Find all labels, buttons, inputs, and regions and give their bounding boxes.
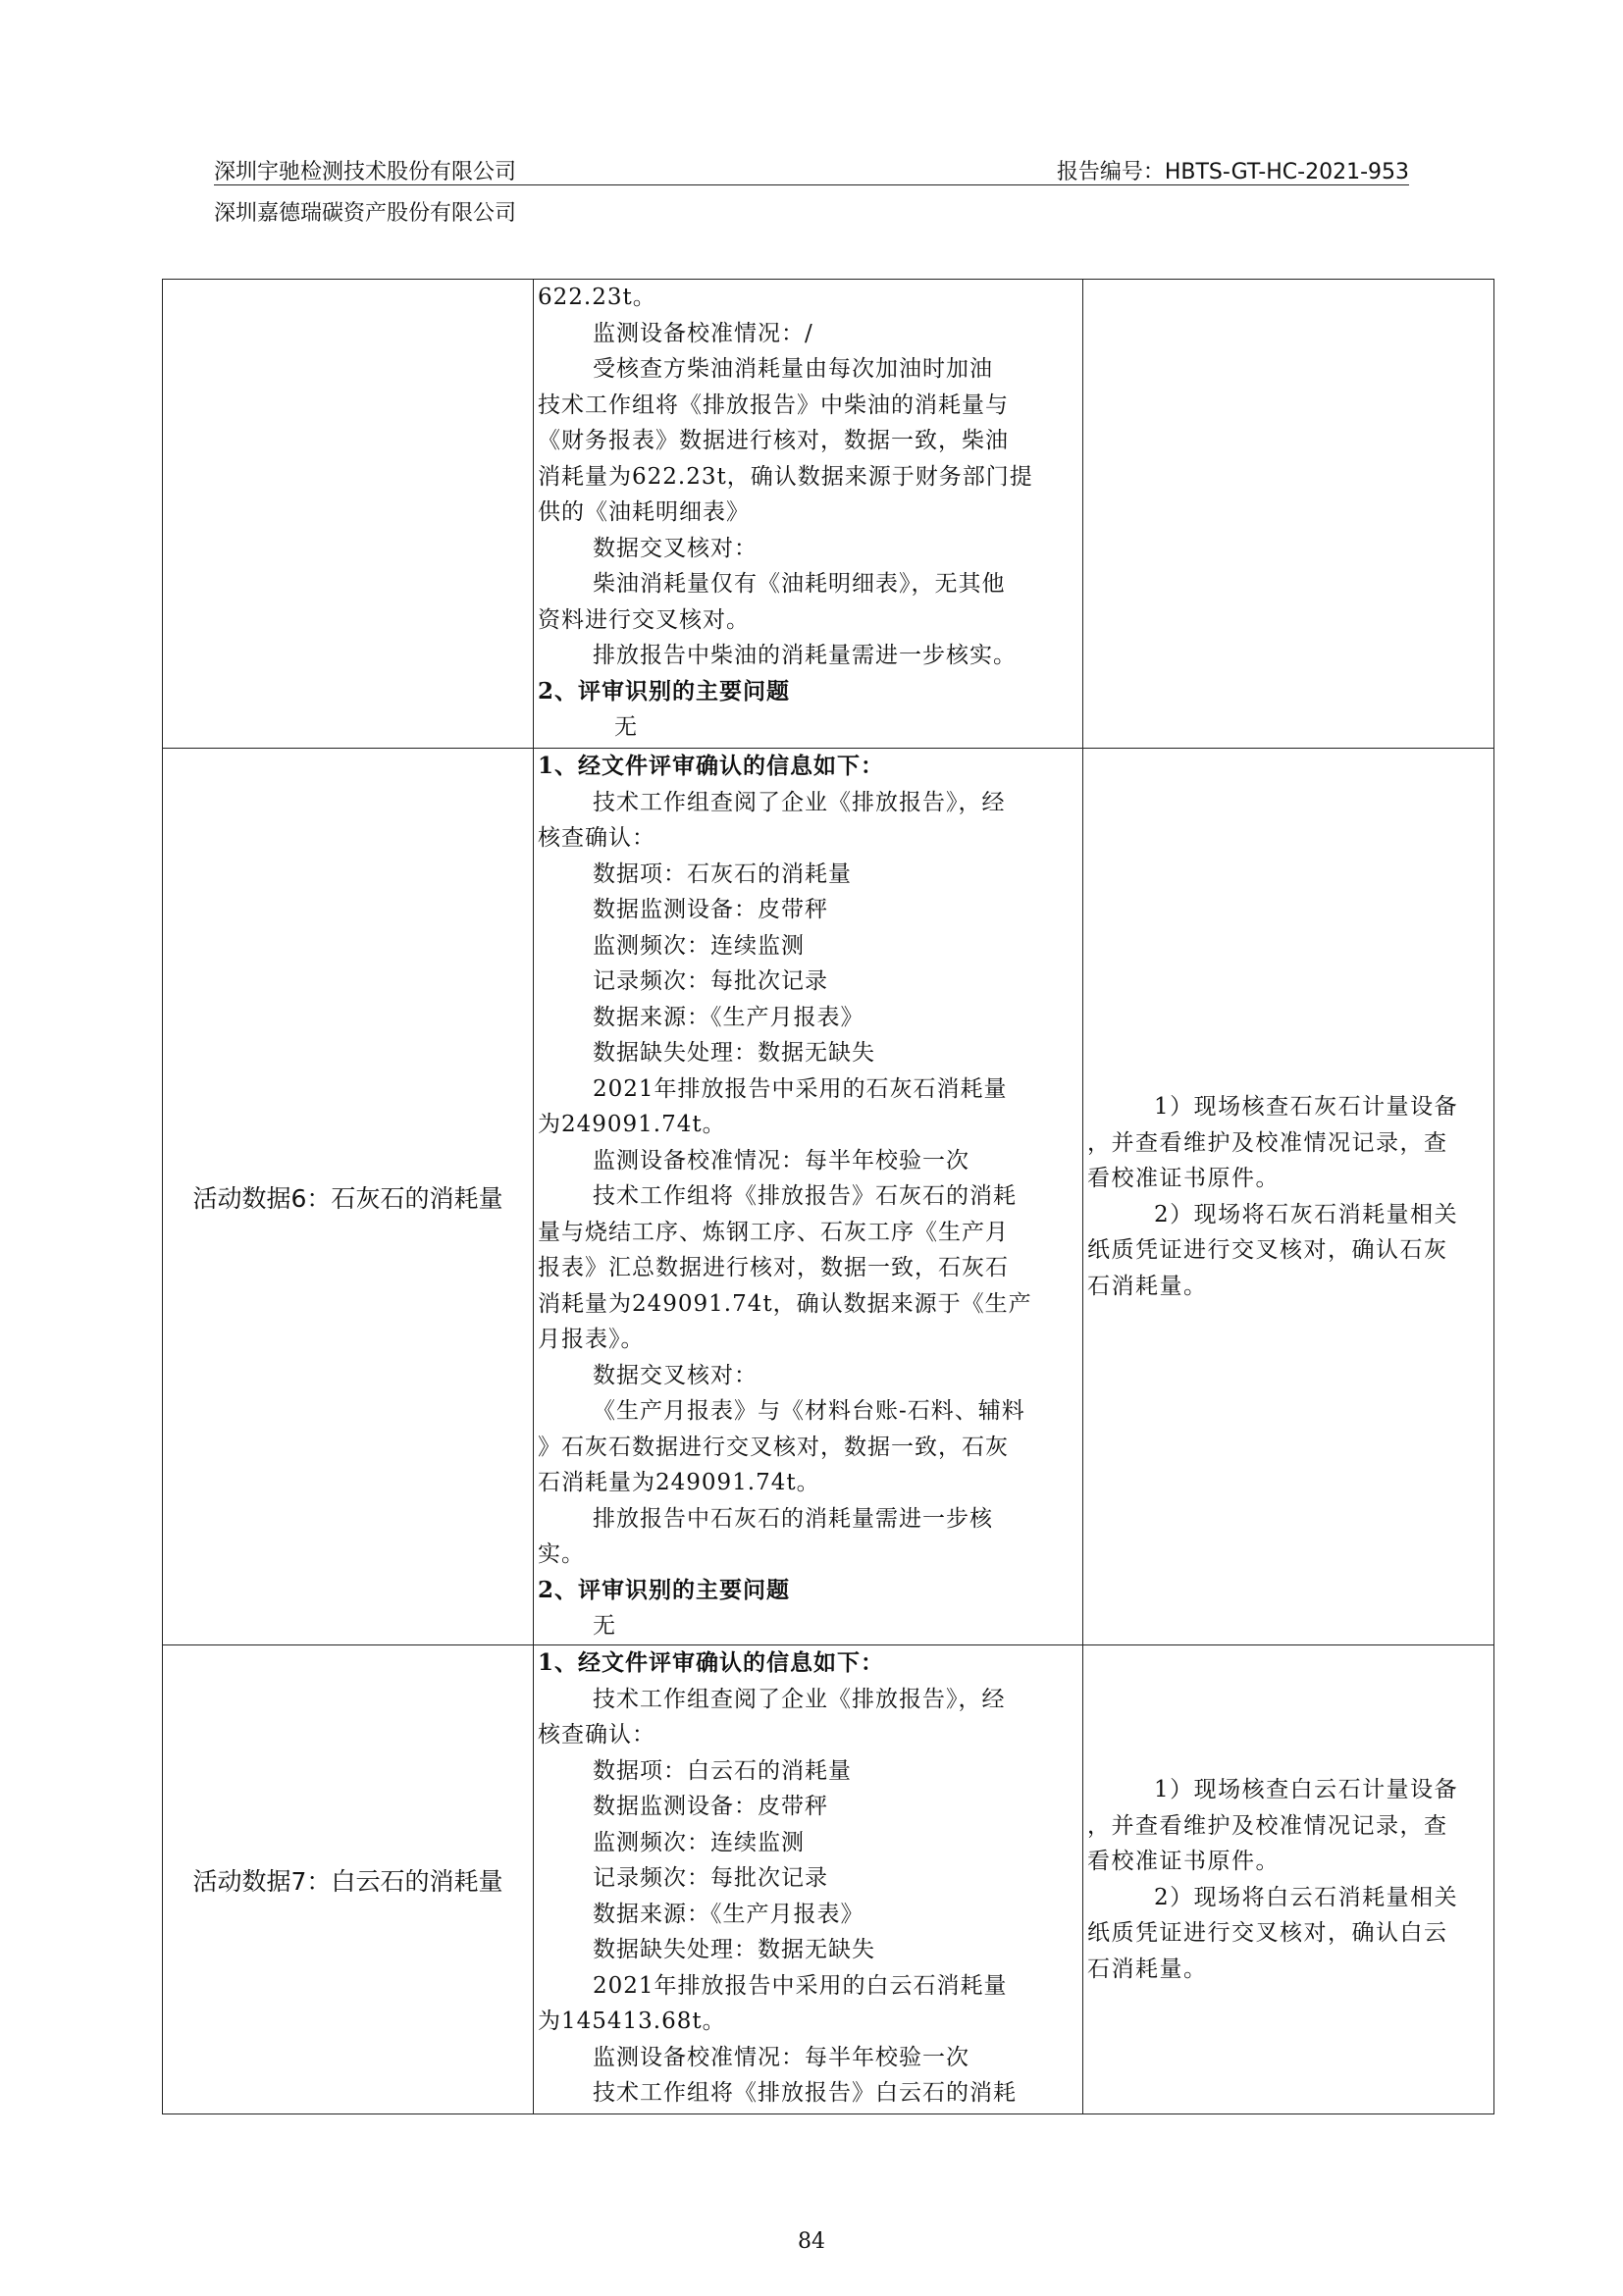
text-line: 数据项：白云石的消耗量: [593, 1757, 852, 1784]
report-number: 报告编号：HBTS-GT-HC-2021-953: [1056, 160, 1409, 184]
table-row: [163, 280, 1494, 749]
text-line: 记录频次：每批次记录: [593, 1865, 828, 1891]
text-line: 受核查方柴油消耗量由每次加油时加油: [593, 356, 993, 382]
review-content-cell: [534, 749, 1083, 1645]
text-line: 1）现场核查白云石计量设备: [1154, 1777, 1459, 1802]
text-line: 看校准证书原件。: [1087, 1166, 1280, 1191]
table-row: [163, 1645, 1494, 2114]
text-line: 技术工作组将《排放报告》石灰石的消耗: [593, 1183, 1017, 1209]
company-name-2: 深圳嘉德瑞碳资产股份有限公司: [214, 201, 517, 226]
text-line: 消耗量为622.23t，确认数据来源于财务部门提: [538, 463, 1033, 490]
text-line: 月报表》。: [538, 1327, 645, 1352]
text-line: 报表》汇总数据进行核对，数据一致，石灰石: [538, 1255, 1009, 1280]
text-line: 纸质凭证进行交叉核对，确认白云: [1087, 1920, 1448, 1946]
text-line: 1）现场核查石灰石计量设备: [1154, 1094, 1459, 1120]
text-line: 》石灰石数据进行交叉核对，数据一致，石灰: [538, 1434, 1009, 1460]
text-line: 核查确认：: [538, 1722, 655, 1748]
onsite-check-cell: [1083, 749, 1494, 1645]
activity-label-cell: [163, 1645, 534, 2114]
text-line: 量与烧结工序、炼钢工序、石灰工序《生产月: [538, 1219, 1009, 1245]
text-line: 记录频次：每批次记录: [593, 968, 828, 994]
text-line: 排放报告中柴油的消耗量需进一步核实。: [593, 643, 1017, 668]
text-line: 监测频次：连续监测: [593, 932, 805, 959]
text-line: 技术工作组将《排放报告》白云石的消耗: [593, 2080, 1017, 2106]
header-rule: [214, 184, 1409, 185]
text-line: 供的《油耗明细表》: [538, 499, 750, 525]
text-line: 纸质凭证进行交叉核对，确认石灰: [1087, 1237, 1448, 1263]
text-line: 《财务报表》数据进行核对，数据一致，柴油: [538, 428, 1009, 453]
text-line: 资料进行交叉核对。: [538, 606, 750, 633]
text-line: 消耗量为249091.74t，确认数据来源于《生产: [538, 1290, 1032, 1317]
onsite-check-cell: [1083, 280, 1494, 749]
text-line: 622.23t。: [538, 285, 656, 310]
text-line: 1、经文件评审确认的信息如下：: [538, 753, 885, 779]
activity-label-cell: [163, 280, 534, 749]
text-line: 为145413.68t。: [538, 2009, 726, 2034]
text-line: 监测设备校准情况：每半年校验一次: [593, 1147, 969, 1174]
text-line: 2）现场将石灰石消耗量相关: [1154, 1201, 1459, 1227]
text-line: 2）现场将白云石消耗量相关: [1154, 1884, 1459, 1910]
text-line: 监测频次：连续监测: [593, 1829, 805, 1855]
text-line: 数据交叉核对：: [593, 535, 758, 561]
activity-label: 活动数据6：石灰石的消耗量: [192, 1183, 503, 1213]
text-line: 2、评审识别的主要问题: [538, 1576, 791, 1603]
text-line: 数据来源：《生产月报表》: [593, 1004, 864, 1030]
text-line: 监测设备校准情况：/: [593, 320, 813, 346]
text-line: 石消耗量。: [1087, 1273, 1208, 1299]
text-line: ，并查看维护及校准情况记录，查: [1087, 1812, 1448, 1839]
text-line: 监测设备校准情况：每半年校验一次: [593, 2044, 969, 2070]
review-content-cell: [534, 280, 1083, 749]
company-name-1: 深圳宇驰检测技术股份有限公司: [214, 160, 517, 184]
text-line: 数据项：石灰石的消耗量: [593, 861, 852, 887]
text-line: ，并查看维护及校准情况记录，查: [1087, 1129, 1448, 1156]
text-line: 技术工作组查阅了企业《排放报告》，经: [593, 789, 1006, 815]
text-line: 数据交叉核对：: [593, 1362, 758, 1388]
text-line: 1、经文件评审确认的信息如下：: [538, 1649, 885, 1676]
text-line: 2021年排放报告中采用的石灰石消耗量: [593, 1075, 1008, 1102]
review-content-cell: [534, 1645, 1083, 2114]
text-line: 技术工作组将《排放报告》中柴油的消耗量与: [538, 391, 1009, 418]
text-line: 石消耗量。: [1087, 1956, 1208, 1982]
text-line: 柴油消耗量仅有《油耗明细表》，无其他: [593, 571, 1006, 597]
text-line: 核查确认：: [538, 825, 655, 851]
table-row: [163, 749, 1494, 1645]
text-line: 数据监测设备：皮带秤: [593, 1794, 828, 1819]
text-line: 2021年排放报告中采用的白云石消耗量: [593, 1972, 1008, 1999]
text-line: 数据监测设备：皮带秤: [593, 897, 828, 922]
text-line: 看校准证书原件。: [1087, 1849, 1280, 1874]
text-line: 2、评审识别的主要问题: [538, 677, 791, 704]
text-line: 数据缺失处理：数据无缺失: [593, 1040, 875, 1066]
activity-label-cell: [163, 749, 534, 1645]
onsite-check-cell: [1083, 1645, 1494, 2114]
text-line: 无: [614, 714, 638, 740]
text-line: 为249091.74t。: [538, 1112, 726, 1137]
text-line: 实。: [538, 1541, 585, 1567]
text-line: 无: [593, 1613, 616, 1639]
activity-label: 活动数据7：白云石的消耗量: [192, 1866, 503, 1896]
text-line: 《生产月报表》与《材料台账-石料、辅料: [593, 1398, 1025, 1424]
verification-table: [162, 279, 1494, 2114]
text-line: 数据缺失处理：数据无缺失: [593, 1937, 875, 1962]
text-line: 石消耗量为249091.74t。: [538, 1470, 820, 1495]
text-line: 排放报告中石灰石的消耗量需进一步核: [593, 1505, 993, 1532]
text-line: 技术工作组查阅了企业《排放报告》，经: [593, 1686, 1006, 1712]
page-number: 84: [798, 2229, 825, 2254]
text-line: 数据来源：《生产月报表》: [593, 1901, 864, 1927]
